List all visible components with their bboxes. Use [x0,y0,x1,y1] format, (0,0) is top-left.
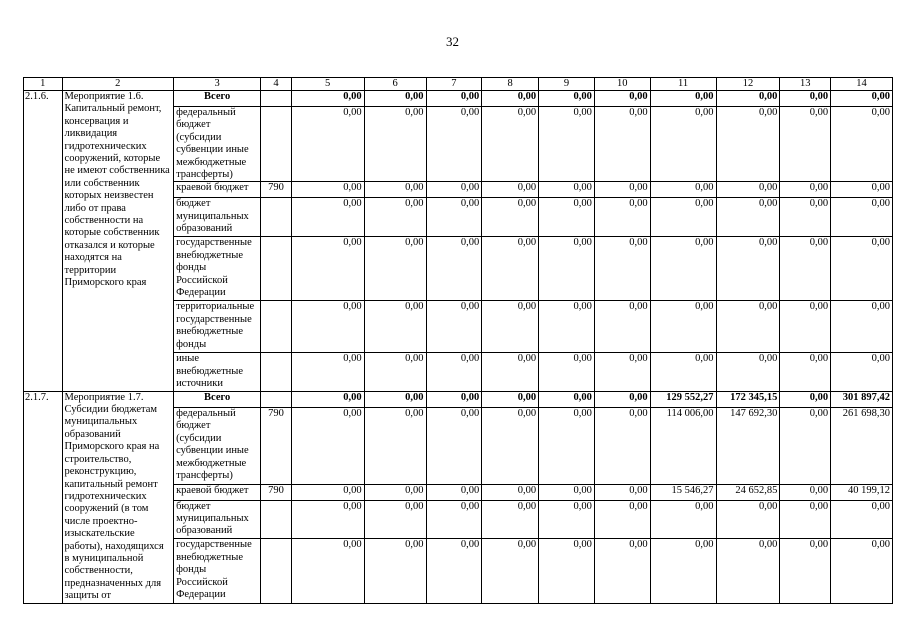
amount-cell: 0,00 [364,500,426,539]
budget-code [261,301,291,353]
amount-cell: 0,00 [426,485,482,500]
amount-cell: 0,00 [780,500,831,539]
funding-source: государственные внебюджетные фонды Российской Федерации [174,539,261,603]
amount-cell: 0,00 [364,182,426,198]
amount-cell: 24 652,85 [716,485,780,500]
amount-cell: 0,00 [780,353,831,391]
amount-cell: 0,00 [426,391,482,407]
amount-cell: 0,00 [780,539,831,603]
amount-cell: 0,00 [780,407,831,484]
amount-cell: 0,00 [426,198,482,237]
amount-cell: 0,00 [539,198,595,237]
amount-cell: 0,00 [291,301,364,353]
budget-code [261,539,291,603]
amount-cell: 147 692,30 [716,407,780,484]
funding-source: федеральный бюджет (субсидии субвенции иные межбюджетные трансферты) [174,107,261,182]
amount-cell: 114 006,00 [650,407,716,484]
amount-cell: 0,00 [426,353,482,391]
header-cell: 4 [261,78,291,91]
amount-cell: 0,00 [482,237,539,301]
header-cell: 9 [539,78,595,91]
measure-name: Мероприятие 1.6. Капитальный ремонт, консервация и ликвидация гидротехнических сооружений, которые не имеют собственника или собственник которых неизвестен либо от права собственности на которые собственник отказался и которые находятся на территории Приморского края [62,91,174,392]
funding-source: Всего [174,91,261,107]
budget-code: 790 [261,182,291,198]
table-row [24,91,893,107]
amount-cell: 0,00 [364,539,426,603]
table-row [24,391,893,407]
amount-cell: 0,00 [831,500,893,539]
amount-cell: 129 552,27 [650,391,716,407]
amount-cell: 40 199,12 [831,485,893,500]
amount-cell: 0,00 [716,91,780,107]
amount-cell: 0,00 [482,391,539,407]
amount-cell: 172 345,15 [716,391,780,407]
amount-cell: 0,00 [482,485,539,500]
amount-cell: 0,00 [650,237,716,301]
amount-cell: 0,00 [831,182,893,198]
amount-cell: 0,00 [482,107,539,182]
amount-cell: 301 897,42 [831,391,893,407]
funding-source: Всего [174,391,261,407]
funding-source: краевой бюджет [174,485,261,500]
amount-cell: 0,00 [780,237,831,301]
amount-cell: 0,00 [780,198,831,237]
measure-name: Мероприятие 1.7. Субсидии бюджетам муниципальных образований Приморского края на строительство, реконструкцию, капитальный ремонт гидротехнических сооружений (в том числе проектно-изыскательские работы), находящихся в муниципальной собственности, предназначенных для защиты от [62,391,174,603]
amount-cell: 0,00 [426,407,482,484]
amount-cell: 0,00 [650,107,716,182]
amount-cell: 0,00 [291,391,364,407]
amount-cell: 0,00 [650,198,716,237]
amount-cell: 0,00 [364,301,426,353]
header-cell: 2 [62,78,174,91]
amount-cell: 0,00 [594,91,650,107]
header-cell: 1 [24,78,63,91]
amount-cell: 0,00 [539,91,595,107]
amount-cell: 0,00 [650,500,716,539]
amount-cell: 0,00 [831,353,893,391]
amount-cell: 0,00 [482,407,539,484]
amount-cell: 0,00 [650,539,716,603]
amount-cell: 0,00 [716,301,780,353]
amount-cell: 0,00 [539,107,595,182]
budget-code [261,237,291,301]
funding-source: территориальные государственные внебюджетные фонды [174,301,261,353]
amount-cell: 0,00 [594,107,650,182]
amount-cell: 0,00 [364,198,426,237]
measure-code: 2.1.6. [24,91,63,392]
amount-cell: 0,00 [291,539,364,603]
funding-source: краевой бюджет [174,182,261,198]
amount-cell: 0,00 [426,182,482,198]
budget-code: 790 [261,407,291,484]
amount-cell: 0,00 [364,107,426,182]
amount-cell: 0,00 [291,182,364,198]
amount-cell: 0,00 [594,353,650,391]
amount-cell: 15 546,27 [650,485,716,500]
amount-cell: 0,00 [780,91,831,107]
amount-cell: 0,00 [426,237,482,301]
header-cell: 7 [426,78,482,91]
amount-cell: 0,00 [594,198,650,237]
amount-cell: 0,00 [291,198,364,237]
amount-cell: 0,00 [426,301,482,353]
amount-cell: 0,00 [539,353,595,391]
funding-source: федеральный бюджет (субсидии субвенции иные межбюджетные трансферты) [174,407,261,484]
amount-cell: 0,00 [716,500,780,539]
amount-cell: 0,00 [482,198,539,237]
page-number: 32 [446,34,459,49]
amount-cell: 0,00 [539,500,595,539]
amount-cell: 0,00 [716,182,780,198]
amount-cell: 0,00 [426,539,482,603]
amount-cell: 0,00 [780,391,831,407]
amount-cell: 0,00 [831,107,893,182]
amount-cell: 0,00 [482,182,539,198]
amount-cell: 0,00 [291,353,364,391]
header-cell: 5 [291,78,364,91]
budget-code [261,198,291,237]
amount-cell: 0,00 [780,485,831,500]
amount-cell: 0,00 [482,353,539,391]
amount-cell: 0,00 [594,407,650,484]
header-row [24,78,893,91]
amount-cell: 0,00 [426,107,482,182]
amount-cell: 0,00 [364,407,426,484]
amount-cell: 0,00 [780,182,831,198]
amount-cell: 0,00 [539,485,595,500]
budget-table [23,77,893,604]
amount-cell: 0,00 [716,539,780,603]
amount-cell: 0,00 [539,182,595,198]
amount-cell: 0,00 [364,91,426,107]
amount-cell: 0,00 [650,91,716,107]
amount-cell: 0,00 [364,237,426,301]
amount-cell: 0,00 [291,91,364,107]
amount-cell: 0,00 [539,407,595,484]
amount-cell: 0,00 [482,539,539,603]
amount-cell: 0,00 [594,301,650,353]
amount-cell: 0,00 [482,91,539,107]
amount-cell: 0,00 [831,301,893,353]
amount-cell: 0,00 [364,391,426,407]
budget-code [261,391,291,407]
amount-cell: 0,00 [291,107,364,182]
funding-source: иные внебюджетные источники [174,353,261,391]
amount-cell: 0,00 [539,301,595,353]
header-cell: 13 [780,78,831,91]
budget-code: 790 [261,485,291,500]
amount-cell: 0,00 [594,237,650,301]
header-cell: 8 [482,78,539,91]
amount-cell: 0,00 [291,407,364,484]
budget-code [261,500,291,539]
budget-code [261,91,291,107]
amount-cell: 0,00 [650,182,716,198]
budget-code [261,107,291,182]
amount-cell: 0,00 [780,107,831,182]
amount-cell: 0,00 [716,107,780,182]
amount-cell: 0,00 [716,353,780,391]
amount-cell: 0,00 [594,182,650,198]
amount-cell: 0,00 [650,353,716,391]
amount-cell: 0,00 [716,237,780,301]
amount-cell: 0,00 [482,301,539,353]
amount-cell: 0,00 [291,237,364,301]
amount-cell: 0,00 [426,91,482,107]
measure-code: 2.1.7. [24,391,63,603]
header-cell: 3 [174,78,261,91]
amount-cell: 0,00 [539,391,595,407]
amount-cell: 0,00 [482,500,539,539]
amount-cell: 0,00 [831,539,893,603]
amount-cell: 0,00 [650,301,716,353]
header-cell: 14 [831,78,893,91]
amount-cell: 0,00 [831,91,893,107]
amount-cell: 0,00 [364,485,426,500]
amount-cell: 0,00 [716,198,780,237]
header-cell: 6 [364,78,426,91]
amount-cell: 0,00 [594,539,650,603]
header-cell: 12 [716,78,780,91]
amount-cell: 0,00 [831,198,893,237]
funding-source: государственные внебюджетные фонды Российской Федерации [174,237,261,301]
amount-cell: 0,00 [780,301,831,353]
amount-cell: 0,00 [539,539,595,603]
funding-source: бюджет муниципальных образований [174,198,261,237]
budget-code [261,353,291,391]
amount-cell: 0,00 [539,237,595,301]
amount-cell: 0,00 [594,391,650,407]
amount-cell: 0,00 [594,485,650,500]
amount-cell: 0,00 [426,500,482,539]
amount-cell: 0,00 [291,500,364,539]
funding-source: бюджет муниципальных образований [174,500,261,539]
amount-cell: 0,00 [364,353,426,391]
amount-cell: 0,00 [831,237,893,301]
header-cell: 11 [650,78,716,91]
amount-cell: 261 698,30 [831,407,893,484]
amount-cell: 0,00 [291,485,364,500]
amount-cell: 0,00 [594,500,650,539]
header-cell: 10 [594,78,650,91]
